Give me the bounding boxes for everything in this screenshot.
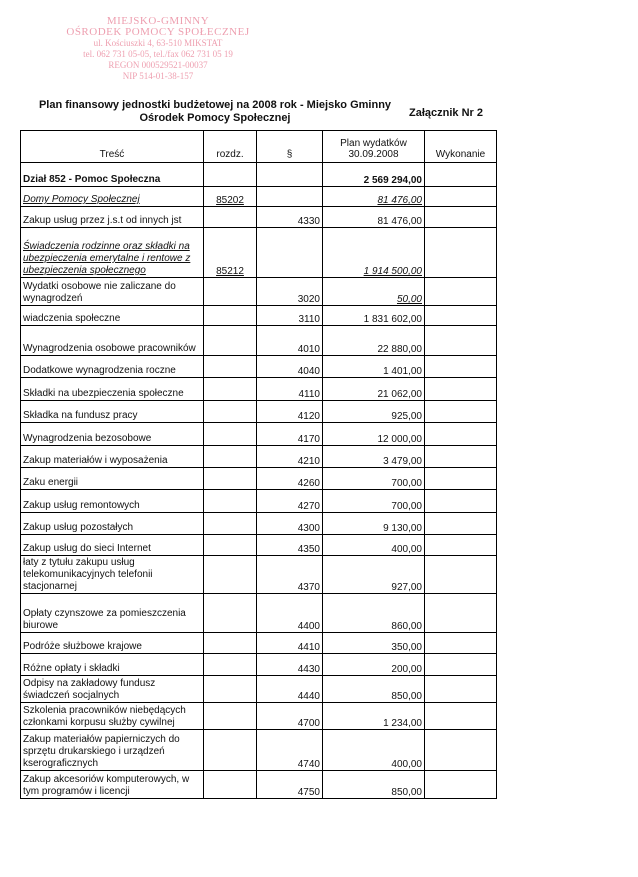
table-row — [21, 326, 497, 356]
row-plan-value: 22 880,00 — [323, 326, 425, 356]
row-paragraph: 4170 — [257, 423, 323, 446]
row-wykonanie — [425, 207, 497, 228]
header-desc: Treść — [21, 131, 204, 163]
row-wykonanie — [425, 513, 497, 535]
row-wykonanie — [425, 594, 497, 633]
row-plan-value: 700,00 — [323, 490, 425, 513]
row-wykonanie — [425, 326, 497, 356]
stamp-line: tel. 062 731 05-05, tel./fax 062 731 05 19 — [83, 49, 233, 59]
row-rozdzial — [204, 356, 257, 378]
row-description: Opłaty czynszowe za pomieszczenia biurowe — [21, 594, 204, 633]
row-wykonanie — [425, 423, 497, 446]
row-description: Zakup usług remontowych — [21, 490, 204, 513]
table-row — [21, 703, 497, 730]
row-rozdzial — [204, 556, 257, 594]
financial-plan-table — [20, 130, 497, 799]
table-row — [21, 556, 497, 594]
row-description: Zakup usług pozostałych — [21, 513, 204, 535]
row-plan-value: 12 000,00 — [323, 423, 425, 446]
row-paragraph: 4400 — [257, 594, 323, 633]
row-paragraph: 4110 — [257, 378, 323, 401]
table-body — [21, 163, 497, 799]
row-paragraph — [257, 187, 323, 207]
row-rozdzial — [204, 278, 257, 306]
row-description: Wydatki osobowe nie zaliczane do wynagrodzeń — [21, 278, 204, 306]
row-plan-value: 200,00 — [323, 654, 425, 676]
row-rozdzial — [204, 468, 257, 490]
row-rozdzial — [204, 633, 257, 654]
row-wykonanie — [425, 356, 497, 378]
row-rozdzial — [204, 654, 257, 676]
table-row — [21, 278, 497, 306]
row-paragraph: 4330 — [257, 207, 323, 228]
table-row — [21, 594, 497, 633]
annex-label: Załącznik Nr 2 — [409, 107, 483, 119]
row-paragraph: 4120 — [257, 401, 323, 423]
row-description: Zakup usług do sieci Internet — [21, 535, 204, 556]
row-paragraph: 4370 — [257, 556, 323, 594]
row-paragraph: 4700 — [257, 703, 323, 730]
office-stamp — [58, 16, 258, 82]
row-plan-value: 21 062,00 — [323, 378, 425, 401]
row-wykonanie — [425, 163, 497, 187]
row-plan-value: 1 914 500,00 — [323, 228, 425, 278]
table-row — [21, 356, 497, 378]
stamp-line: OŚRODEK POMOCY SPOŁECZNEJ — [66, 26, 250, 38]
row-rozdzial — [204, 163, 257, 187]
row-rozdzial — [204, 771, 257, 799]
document-title: Plan finansowy jednostki budżetowej na 2008 rok - Miejsko Gminny Ośrodek Pomocy Społecznej — [38, 99, 392, 124]
row-wykonanie — [425, 306, 497, 326]
table-row — [21, 633, 497, 654]
row-rozdzial — [204, 446, 257, 468]
row-plan-value: 927,00 — [323, 556, 425, 594]
row-paragraph: 4430 — [257, 654, 323, 676]
row-rozdzial — [204, 676, 257, 703]
row-description: Wynagrodzenia osobowe pracowników — [21, 326, 204, 356]
table-row — [21, 513, 497, 535]
row-rozdzial: 85202 — [204, 187, 257, 207]
row-plan-value: 1 401,00 — [323, 356, 425, 378]
row-wykonanie — [425, 730, 497, 771]
row-wykonanie — [425, 535, 497, 556]
row-description: Wynagrodzenia bezosobowe — [21, 423, 204, 446]
row-paragraph: 4440 — [257, 676, 323, 703]
row-paragraph: 4740 — [257, 730, 323, 771]
table-row — [21, 730, 497, 771]
table-row — [21, 163, 497, 187]
row-rozdzial — [204, 306, 257, 326]
row-rozdzial — [204, 326, 257, 356]
table-row — [21, 401, 497, 423]
stamp-line: ul. Kościuszki 4, 63-510 MIKSTAT — [93, 38, 223, 48]
row-plan-value: 925,00 — [323, 401, 425, 423]
table-row — [21, 468, 497, 490]
row-plan-value: 3 479,00 — [323, 446, 425, 468]
row-description: Dział 852 - Pomoc Społeczna — [21, 163, 204, 187]
row-rozdzial: 85212 — [204, 228, 257, 278]
row-plan-value: 9 130,00 — [323, 513, 425, 535]
row-description: Różne opłaty i składki — [21, 654, 204, 676]
row-wykonanie — [425, 633, 497, 654]
row-description: Dodatkowe wynagrodzenia roczne — [21, 356, 204, 378]
table-row — [21, 306, 497, 326]
row-wykonanie — [425, 468, 497, 490]
row-rozdzial — [204, 401, 257, 423]
row-plan-value: 850,00 — [323, 771, 425, 799]
table-row — [21, 676, 497, 703]
header-rozdz: rozdz. — [204, 131, 257, 163]
row-paragraph: 4300 — [257, 513, 323, 535]
table-row — [21, 654, 497, 676]
row-wykonanie — [425, 187, 497, 207]
row-rozdzial — [204, 730, 257, 771]
row-paragraph: 4040 — [257, 356, 323, 378]
row-paragraph: 4260 — [257, 468, 323, 490]
row-paragraph: 3020 — [257, 278, 323, 306]
row-paragraph: 4270 — [257, 490, 323, 513]
row-wykonanie — [425, 556, 497, 594]
stamp-line: NIP 514-01-38-157 — [122, 71, 194, 81]
table-row — [21, 187, 497, 207]
table-header-row — [21, 131, 497, 163]
row-paragraph: 4410 — [257, 633, 323, 654]
row-description: Odpisy na zakładowy fundusz świadczeń socjalnych — [21, 676, 204, 703]
header-paragraph: § — [257, 131, 323, 163]
row-paragraph: 4010 — [257, 326, 323, 356]
table-row — [21, 771, 497, 799]
row-paragraph — [257, 163, 323, 187]
row-description: łaty z tytułu zakupu usług telekomunikacyjnych telefonii stacjonarnej — [21, 556, 204, 594]
row-plan-value: 81 476,00 — [323, 207, 425, 228]
row-paragraph: 4350 — [257, 535, 323, 556]
row-wykonanie — [425, 446, 497, 468]
row-plan-value: 860,00 — [323, 594, 425, 633]
row-wykonanie — [425, 703, 497, 730]
row-description: Zakup materiałów i wyposażenia — [21, 446, 204, 468]
row-wykonanie — [425, 654, 497, 676]
row-paragraph — [257, 228, 323, 278]
row-rozdzial — [204, 490, 257, 513]
row-rozdzial — [204, 513, 257, 535]
stamp-line: MIEJSKO-GMINNY — [106, 15, 210, 27]
row-plan-value: 1 234,00 — [323, 703, 425, 730]
row-plan-value: 50,00 — [323, 278, 425, 306]
stamp-line: REGON 000529521-00037 — [108, 60, 208, 70]
row-description: Składki na ubezpieczenia społeczne — [21, 378, 204, 401]
row-rozdzial — [204, 703, 257, 730]
row-wykonanie — [425, 228, 497, 278]
row-plan-value: 2 569 294,00 — [323, 163, 425, 187]
row-description: Zaku energii — [21, 468, 204, 490]
row-rozdzial — [204, 423, 257, 446]
row-plan-value: 850,00 — [323, 676, 425, 703]
row-description: Zakup usług przez j.s.t od innych jst — [21, 207, 204, 228]
row-plan-value: 81 476,00 — [323, 187, 425, 207]
table-row — [21, 207, 497, 228]
row-paragraph: 3110 — [257, 306, 323, 326]
row-plan-value: 700,00 — [323, 468, 425, 490]
row-description: Domy Pomocy Społecznej — [21, 187, 204, 207]
row-description: Świadczenia rodzinne oraz składki na ubezpieczenia emerytalne i rentowe z ubezpieczenia społecznego — [21, 228, 204, 278]
row-paragraph: 4210 — [257, 446, 323, 468]
table-row — [21, 535, 497, 556]
header-plan: Plan wydatków 30.09.2008 — [323, 131, 425, 163]
row-wykonanie — [425, 278, 497, 306]
row-rozdzial — [204, 535, 257, 556]
table-row — [21, 228, 497, 278]
row-paragraph: 4750 — [257, 771, 323, 799]
table-row — [21, 378, 497, 401]
table-row — [21, 423, 497, 446]
table-row — [21, 446, 497, 468]
row-description: Zakup materiałów papierniczych do sprzętu drukarskiego i urządzeń kserograficznych — [21, 730, 204, 771]
row-wykonanie — [425, 771, 497, 799]
row-description: Podróże służbowe krajowe — [21, 633, 204, 654]
row-description: Zakup akcesoriów komputerowych, w tym programów i licencji — [21, 771, 204, 799]
header-wykonanie: Wykonanie — [425, 131, 497, 163]
row-wykonanie — [425, 378, 497, 401]
row-wykonanie — [425, 490, 497, 513]
row-rozdzial — [204, 594, 257, 633]
row-wykonanie — [425, 676, 497, 703]
row-plan-value: 400,00 — [323, 535, 425, 556]
row-plan-value: 350,00 — [323, 633, 425, 654]
table-row — [21, 490, 497, 513]
row-description: Szkolenia pracowników niebędących członkami korpusu służby cywilnej — [21, 703, 204, 730]
row-plan-value: 400,00 — [323, 730, 425, 771]
row-plan-value: 1 831 602,00 — [323, 306, 425, 326]
row-rozdzial — [204, 378, 257, 401]
row-wykonanie — [425, 401, 497, 423]
row-rozdzial — [204, 207, 257, 228]
row-description: Składka na fundusz pracy — [21, 401, 204, 423]
row-description: wiadczenia społeczne — [21, 306, 204, 326]
